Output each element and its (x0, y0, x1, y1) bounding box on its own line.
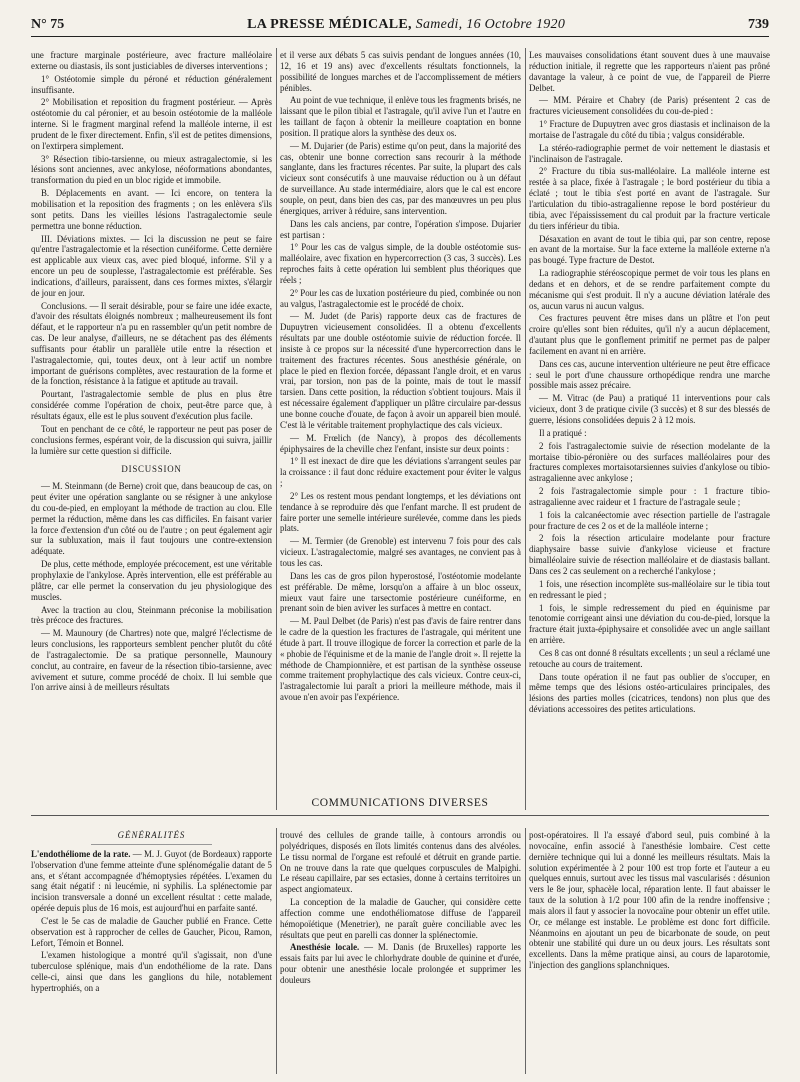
column-divider (276, 48, 277, 810)
paragraph: 2 fois l'astragalectomie suivie de résection modelante de la mortaise tibio-péronière ou des surfaces malléolaires pour des fractures complexes mortaisotarsiennes suivies d'ankylose ou tibio-astragalienne avec ankylose ; (529, 440, 770, 484)
journal-masthead (247, 17, 565, 33)
paragraph: B. Déplacements en avant. — Ici encore, on tentera la mobilisation et la reposition des fragments ; on les enlèvera s'ils sont petits. Dans les vieilles lésions l'astragalectomie seule permettra une bonne réduction. (31, 188, 272, 231)
paragraph (31, 849, 272, 914)
paragraph: 2° Pour les cas de luxation postérieure du pied, combinée ou non au valgus, l'astragalectomie est le procédé de choix. (280, 287, 521, 309)
paragraph: 2° Les os restent mous pendant longtemps, et les déviations ont tendance à se reproduire dès que l'enfant marche. Il est prudent de faire porter une semelle intérieure surélevée, comme dans les pieds plats. (280, 490, 521, 534)
column-divider (276, 828, 277, 1074)
paragraph: Avec la traction au clou, Steinmann préconise la mobilisation très précoce des fractures. (31, 604, 272, 626)
paragraph: Pourtant, l'astragalectomie semble de plus en plus être considérée comme l'opération de choix, peut-être parce que, à résultats égaux, elle est le plus souvent d'exécution plus facile. (31, 389, 272, 421)
column-middle-lower (280, 830, 521, 1070)
paragraph: 1° Fracture de Dupuytren avec gros diastasis et inclinaison de la mortaise de l'astragale du côté du tibia ; valgus considérable. (529, 119, 770, 140)
page-header (31, 14, 769, 37)
paragraph: Dans les cas de gros pilon hyperostosé, l'ostéotomie modelante est préférable. De même, lorsqu'on a affaire à un bloc osseux, mieux vaut faire une tarsectomie postérieure cunéiforme, en prenant soin de bien aviver les surfaces à mettre en contact. (280, 570, 521, 614)
paragraph: 1° Ostéotomie simple du péroné et réduction généralement insuffisante. (31, 73, 272, 95)
paragraph: 1° Il est inexact de dire que les déviations s'arrangent seules par la croissance : il faut donc réduire exactement pour éviter le valgus ; (280, 456, 521, 489)
paragraph: La stéréo-radiographie permet de voir nettement le diastasis et l'inclinaison de l'astragale. (529, 142, 770, 164)
paragraph: 2° Mobilisation et reposition du fragment postérieur. — Après ostéotomie du cal péronier, et au besoin ostéotomie de la malléole interne. Si le fragment marginal refend la malléole interne, il est prudent de le fixer directement. Enfin, s'il est de petites dimensions, on l'extirpera simplement. (31, 97, 272, 151)
subsection-heading: GÉNÉRALITÉS (117, 830, 186, 840)
paragraph: Au point de vue technique, il enlève tous les fragments brisés, ne laissant que le pilon tibial et l'astragale, qu'il avive l'un et l'autre en les taillant de façon à obtenir la meilleure coaptation en bonne position. Il pratique alors la synthèse des deux os. (280, 95, 521, 138)
paragraph: post-opératoires. Il l'a essayé d'abord seul, puis combiné à la novocaïne, enfin associé à l'anesthésie lombaire. C'est cette dernière technique qui lui a donné les meilleurs résultats. Mais la solution expérimentée à 2 pour 100 est trop forte et l'auteur a eu quelques ennuis, surtout avec les tissus mal vascularisés : désunion vers le 8e jour, sphacèle local, réparation lente. Il faut abaisser le taux de la solution à 1/2 pour 100 afin de la rendre inoffensive ; mais alors il faut y associer la novocaïne pour obtenir un effet utile. Or, ce mélange est instable. Le problème est donc fort difficile. Néanmoins en ajoutant un peu de bicarbonate de soude, on peut obtenir une stabilité qui dure un ou deux jours. Les résultats sont excellents. Dans la même pratique ainsi, au cours de laparotomie, l'injection des ganglions splanchniques. (529, 830, 770, 971)
paragraph: — M. Frœlich (de Nancy), à propos des décollements épiphysaires de la cheville chez l'enfant, insiste sur deux points : (280, 432, 521, 454)
paragraph: 1 fois, une résection incomplète sus-malléolaire sur le tibia tout en redressant le pied ; (529, 578, 770, 600)
paragraph (280, 942, 521, 985)
paragraph: 2 fois la résection articulaire modelante pour fracture diaphysaire basse suivie d'ankylose vicieuse et fracture bimalléolaire suivie de résection malléolaire et de diastasis ballant. Dans ces 2 cas seulement on a recherché l'ankylose ; (529, 533, 770, 576)
column-divider (525, 828, 526, 1074)
column-divider (525, 48, 526, 810)
paragraph: — MM. Péraire et Chabry (de Paris) présentent 2 cas de fractures vicieusement consolidées du cou-de-pied : (529, 95, 770, 117)
journal-title: LA PRESSE MÉDICALE, (247, 17, 412, 32)
paragraph: Conclusions. — Il serait désirable, pour se faire une idée exacte, d'avoir des résultats éloignés nombreux ; malheureusement ils font défaut, et le rapporteur n'a pu en rassembler qu'un petit nombre de cas. De leur analyse, d'ailleurs, ne se détachent pas des éléments suffisants pour établir un parallèle utile entre la résection et l'astragalectomie, qui, toutes deux, ont à leur actif un nombre important de guérisons complètes, avec restauration de la forme et de la fonction, résistance à la fatigue et aptitude au travail. (31, 300, 272, 387)
page-number: 739 (748, 17, 769, 32)
section-rule (31, 815, 769, 816)
paragraph-text: — M. J. Guyot (de Bordeaux) rapporte l'observation d'une femme atteinte d'une splénomégalie datant de 5 ans, et s'étant accompagnée d'hémoptysies répétées. L'examen du sang était négatif : ni leucémie, ni syphilis. La splénectomie par incision transversale a donné un excellent résultat : cette malade, opérée depuis plus de 16 mois, est aujourd'hui en parfaite santé. (31, 848, 272, 914)
paragraph: Ces fractures peuvent être mises dans un plâtre et l'on peut croire qu'elles sont bien réduites, qu'il n'y a aucun déplacement, d'autant plus que le gonflement primitif ne permet pas de palper facilement en avant ni en arrière. (529, 313, 770, 356)
paragraph: III. Déviations mixtes. — Ici la discussion ne peut se faire qu'entre l'astragalectomie et la résection cunéiforme. Cette dernière est applicable aux vieux cas, avec pied bloqué, informe. S'il y a encore un peu de souplesse, l'astragalectomie est préférable. Ses indications, d'ailleurs, paraissent, dans ces formes mixtes, s'élargir de jour en jour. (31, 233, 272, 298)
paragraph: — M. Maunoury (de Chartres) note que, malgré l'éclectisme de leurs conclusions, les rapporteurs semblent pencher plutôt du côté de l'astragalectomie. De sa pratique personnelle, Maunoury conclut, au contraire, en faveur de la résection tibio-tarsienne, avec avivement et suture, comme procédé de choix. Il lui semble que l'on arrive ainsi à de meilleurs résultats (31, 628, 272, 693)
paragraph: — M. Vitrac (de Pau) a pratiqué 11 interventions pour cals vicieux, dont 3 de pratique civile (3 succès) et 8 sur des blessés de guerre, lésions consolidées depuis 2 à 12 mois. (529, 393, 770, 425)
paragraph: 1 fois, le simple redressement du pied en équinisme par tenotomie corrigeant ainsi une déviation du cou-de-pied, lorsque la fracture était juxta-épiphysaire et consolidée avec un angle saillant en arrière. (529, 602, 770, 646)
column-left-lower (31, 830, 272, 1070)
discussion-heading: DISCUSSION (121, 464, 182, 475)
paragraph: une fracture marginale postérieure, avec fracture malléolaire externe ou diastasis, ils sont justiciables de diverses interventions ; (31, 50, 272, 71)
article-title: Anesthésie locale. (290, 942, 360, 953)
column-middle (280, 50, 521, 810)
paragraph: Tout en penchant de ce côté, le rapporteur ne peut pas poser de conclusions fermes, espérant voir, de la discussion qui suivra, jaillir la lumière sur cette question si difficile. (31, 423, 272, 456)
issue-number: N° 75 (31, 17, 65, 32)
paragraph: 2 fois l'astragalectomie simple pour : 1 fracture tibio-astragalienne avec raideur et 1 fracture de l'astragale seule ; (529, 486, 770, 507)
paragraph: Dans toute opération il ne faut pas oublier de s'occuper, en même temps que des lésions ostéo-articulaires principales, des lésions des parties molles (cicatrices, tendons) non plus que des déviations accessoires des petites articulations. (529, 671, 770, 715)
paragraph: Désaxation en avant de tout le tibia qui, par son centre, repose en avant de la mortaise. Sur la face externe la malléole externe n'a pas bougé. Type fracture de Destot. (529, 233, 770, 266)
paragraph: 1 fois la calcanéectomie avec résection partielle de l'astragale pour fracture de ces 2 os et de la malléole interne ; (529, 509, 770, 531)
paragraph: Ces 8 cas ont donné 8 résultats excellents ; un seul a réclamé une retouche au cours de traitement. (529, 647, 770, 669)
paragraph: Il a pratiqué : (539, 427, 587, 438)
column-right-lower (529, 830, 770, 1070)
column-left (31, 50, 272, 810)
subsection-rule (91, 844, 212, 845)
paragraph: Les mauvaises consolidations étant souvent dues à une mauvaise réduction initiale, il regrette que les rapporteurs n'aient pas prôné davantage la valeur, à ce point de vue, de l'appareil de Pierre Delbet. (529, 50, 770, 93)
paragraph: — M. Dujarier (de Paris) estime qu'on peut, dans la majorité des cas, obtenir une bonne correction sans recourir à la méthode sanglante, dans les fractures récentes. Par suite, la plupart des cals vicieux sont consécutifs à une mauvaise réduction ou à un défaut de surveillance. Au stade intermédiaire, alors que le cal est encore souple, on peut, dans bien des cas, par des manœuvres un peu plus énergiques, arriver à réduire, sans intervention. (280, 140, 521, 216)
paragraph: La radiographie stéréoscopique permet de voir tous les plans en dedans et en dehors, et de se rendre parfaitement compte du mécanisme qui s'est produit. Il n'y a aucune déviation latérale des os, aucun varus ni aucun valgus. (529, 268, 770, 311)
section-title: COMMUNICATIONS DIVERSES (311, 797, 489, 809)
paragraph: C'est le 5e cas de maladie de Gaucher publié en France. Cette observation est à rapprocher de celles de Gaucher, Picou, Ramon, Lefort, Témoin et Bonnel. (31, 915, 272, 948)
paragraph: trouvé des cellules de grande taille, à contours arrondis ou polyédriques, disposés en îlots limités contenus dans des alvéoles. Le tissu normal de l'organe est refoulé et détruit en grande partie. On ne trouve dans la rate que quelques corpuscules de Malpighi. Le réseau capillaire, par ses ectasies, donne à certains territoires un aspect angiomateux. (280, 830, 521, 895)
paragraph: 2° Fracture du tibia sus-malléolaire. La malléole interne est restée à sa place, fixée à l'astragale ; le bord postérieur du tibia a éclaté ; tout le tibia s'est porté en avant de l'astragale. Sur l'articulation du tibio-astragalienne repose le bord postérieur du tibia, avec l'épaississement du cal produit par la fracture verticale du tiers inférieur du tibia. (529, 166, 770, 231)
paragraph: De plus, cette méthode, employée précocement, est une véritable prophylaxie de l'ankylose. Après intervention, elle est préférable au plâtre, car elle permet la conservation du jeu physiologique des muscles. (31, 559, 272, 602)
paragraph: — M. Judet (de Paris) rapporte deux cas de fractures de Dupuytren vicieusement consolidées. Il a obtenu d'excellents résultats par une double ostéotomie suivie de réduction forcée. Il insiste à ce propos sur la nécessité d'une hypercorrection dans le traitement des fractures récentes. Sous anesthésie générale, on place le pied en flexion forcée, dépassant l'angle droit, et en varus vrai, par torsion, non pas de la pointe, mais de tout le massif tarsien. Dans cette position, la réduction s'obtient toujours. Mais il est nécessaire également d'appliquer un plâtre circulaire par-dessus une bonne couche d'ouate, de façon à avoir un appareil bien moulé. C'est là le véritable traitement prophylactique des cals vicieux. (280, 311, 521, 430)
paragraph: La conception de la maladie de Gaucher, qui considère cette affection comme une endothéliomatose diffuse de l'appareil hémopoïétique (Menetrier), ne paraît guère conciliable avec les résultats que peut en parelli cas donner la splénectomie. (280, 897, 521, 940)
paragraph: — M. Paul Delbet (de Paris) n'est pas d'avis de faire rentrer dans le cadre de la question les fractures de l'astragale, qui méritent une étude à part. Il trouve illogique de forcer la correction et parle de la « phobie de l'équinisme et de la manie de l'angle droit ». Il rejette la méthode de Championnière, et est partisan de la synthèse osseuse comme traitement prophylactique des cals vicieux. Contre ceux-ci, l'astragalectomie lui paraît a priori la meilleure méthode, mais il avoue n'en avoir pas l'expérience. (280, 616, 521, 703)
article-title: L'endothéliome de la rate. (31, 848, 131, 859)
paragraph-text: — M. Danis (de Bruxelles) rapporte les essais faits par lui avec le chlorhydrate double de quinine et d'urée, pour obtenir une anesthésie locale prolongée et supprimer les douleurs (280, 942, 521, 985)
paragraph: L'examen histologique a montré qu'il s'agissait, non d'une tuberculose splénique, mais d'un endothéliome de la rate. Dans celle-ci, ainsi que dans les ganglions du hile, notablement hypertrophiés, on a (31, 950, 272, 993)
column-right (529, 50, 770, 810)
paragraph: 1° Pour les cas de valgus simple, de la double ostéotomie sus-malléolaire, avec fixation en hypercorrection (3 cas, 3 succès). Les reproches faits à cette opération lui semblent plus théoriques que réels ; (280, 242, 521, 285)
paragraph: et il verse aux débats 5 cas suivis pendant de longues années (10, 12, 16 et 19 ans) avec d'excellents résultats fonctionnels, la possibilité de longues marches et de l'accomplissement de métiers pénibles. (280, 50, 521, 93)
issue-date: Samedi, 16 Octobre 1920 (415, 17, 566, 32)
paragraph: — M. Termier (de Grenoble) est intervenu 7 fois pour des cals vicieux. L'astragalectomie, malgré ses avantages, ne convient pas à tous les cas. (280, 536, 521, 568)
paragraph: 3° Résection tibio-tarsienne, ou mieux astragalectomie, si les lésions sont anciennes, avec ankylose, néoformations abondantes, transformation du pied en un bloc rigide et immobile. (31, 153, 272, 186)
paragraph: Dans les cals anciens, par contre, l'opération s'impose. Dujarier est partisan : (280, 218, 521, 240)
paragraph: — M. Steinmann (de Berne) croit que, dans beaucoup de cas, on peut éviter une opération sanglante ou se résigner à une ankylose du cou-de-pied, en employant la méthode de traction au clou. Elle permet la réduction, même dans les cas difficiles. En faisant varier la force d'extension d'un côté ou de l'autre ; on peut également agir sur la subluxation, mais il faut toujours une contre-extension adéquate. (31, 481, 272, 557)
paragraph: Dans ces cas, aucune intervention ultérieure ne peut être efficace : seul le port d'une chaussure orthopédique rendra une marche possible mais assez précaire. (529, 358, 770, 391)
